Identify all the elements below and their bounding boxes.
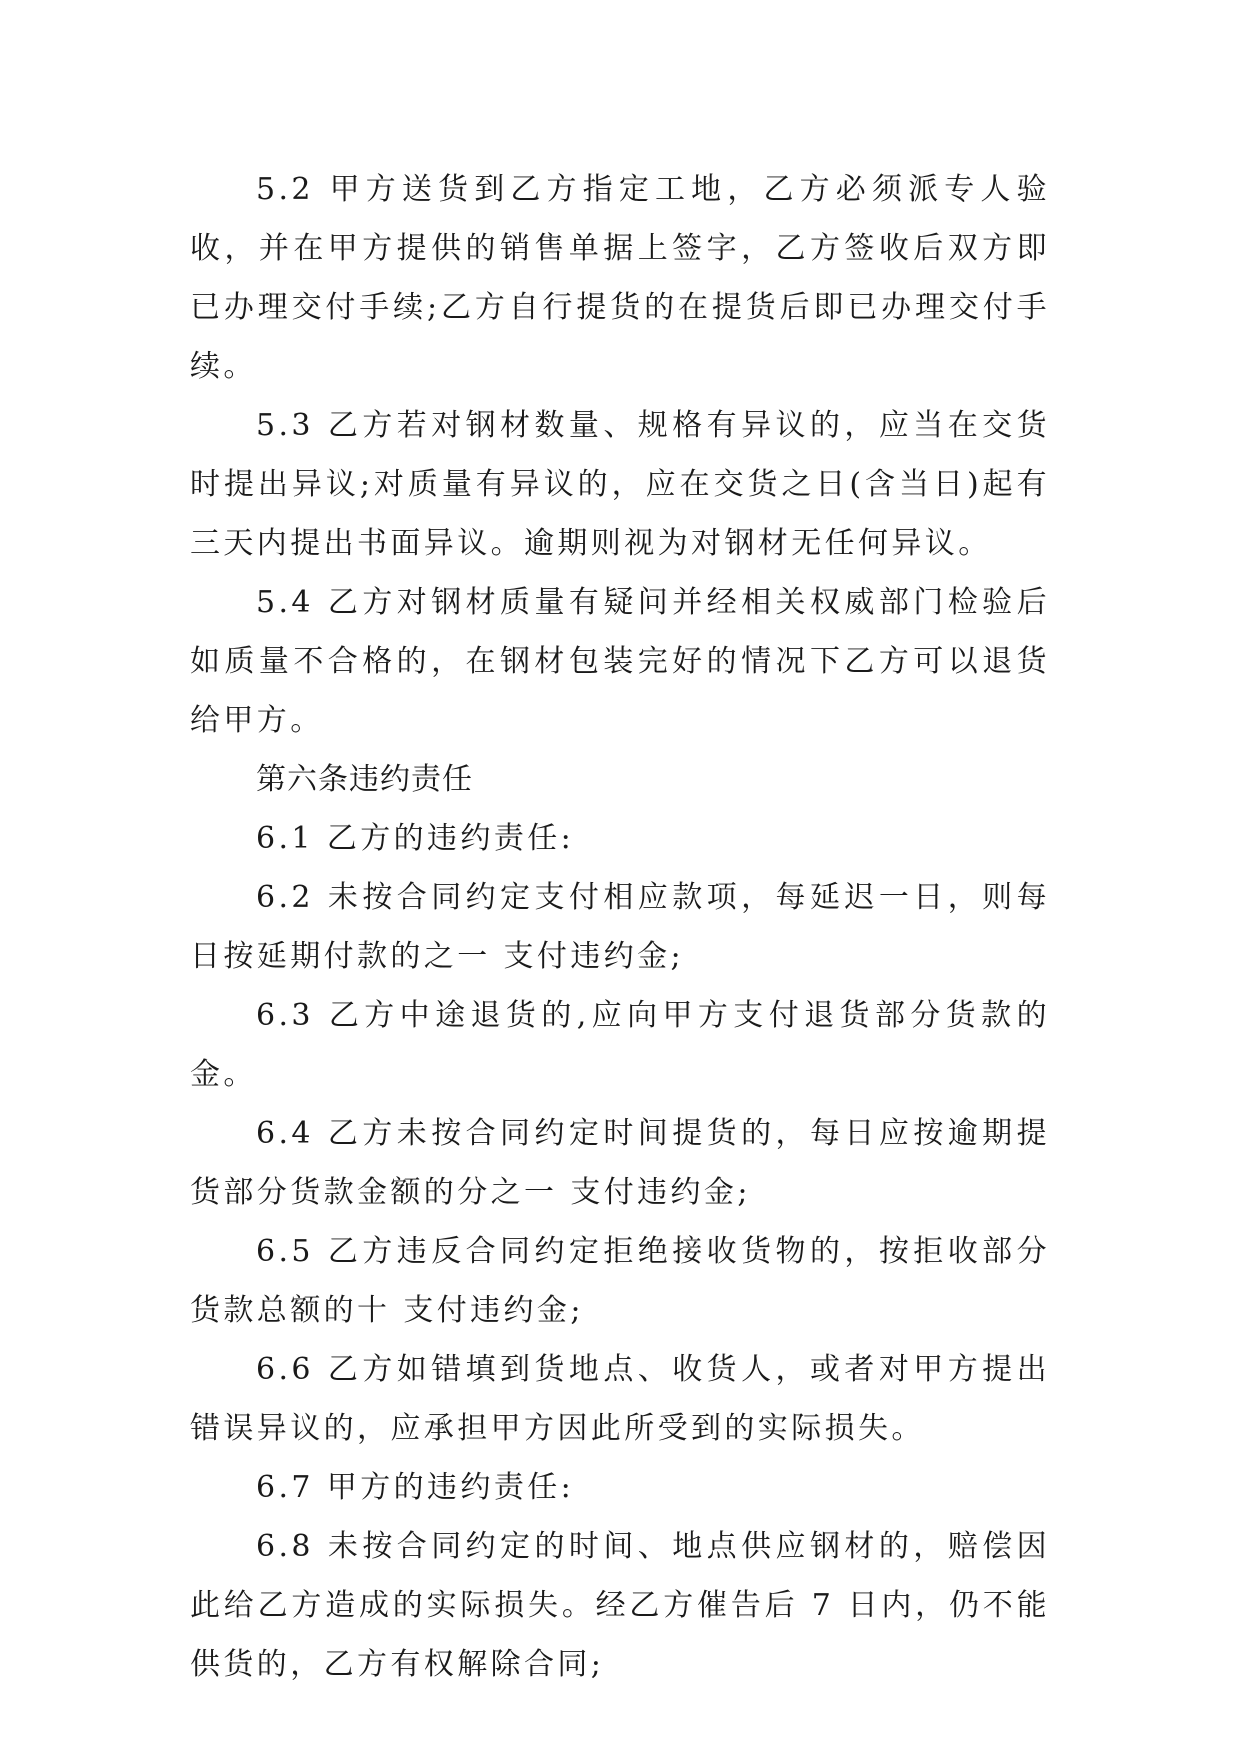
article-6-heading: 第六条违约责任 (256, 762, 473, 797)
clause-5-4: 5.4 乙方对钢材质量有疑问并经相关权威部门检验后如质量不合格的，在钢材包装完好的情况下乙方可以退货给甲方。 (190, 585, 1050, 738)
clause-6-2: 6.2 未按合同约定支付相应款项，每延迟一日，则每日按延期付款的之一 支付违约金; (190, 880, 1050, 974)
clause-6-7: 6.7 甲方的违约责任: (256, 1470, 575, 1505)
clause-5-3: 5.3 乙方若对钢材数量、规格有异议的，应当在交货时提出异议;对质量有异议的，应在交货之日(含当日)起有三天内提出书面异议。逾期则视为对钢材无任何异议。 (190, 408, 1050, 561)
clause-6-1: 6.1 乙方的违约责任: (256, 821, 575, 856)
clause-6-6: 6.6 乙方如错填到货地点、收货人，或者对甲方提出错误异议的，应承担甲方因此所受到的实际损失。 (190, 1352, 1050, 1446)
clause-5-2: 5.2 甲方送货到乙方指定工地，乙方必须派专人验收，并在甲方提供的销售单据上签字，乙方签收后双方即已办理交付手续;乙方自行提货的在提货后即已办理交付手续。 (190, 172, 1050, 384)
clause-6-3: 6.3 乙方中途退货的,应向甲方支付退货部分货款的金。 (190, 998, 1050, 1092)
clause-6-8: 6.8 未按合同约定的时间、地点供应钢材的，赔偿因此给乙方造成的实际损失。经乙方催告后 7 日内，仍不能供货的，乙方有权解除合同; (190, 1529, 1050, 1682)
clause-6-4: 6.4 乙方未按合同约定时间提货的，每日应按逾期提货部分货款金额的分之一 支付违约金; (190, 1116, 1050, 1210)
clause-6-5: 6.5 乙方违反合同约定拒绝接收货物的，按拒收部分货款总额的十 支付违约金; (190, 1234, 1050, 1328)
document-body (190, 160, 1050, 1694)
